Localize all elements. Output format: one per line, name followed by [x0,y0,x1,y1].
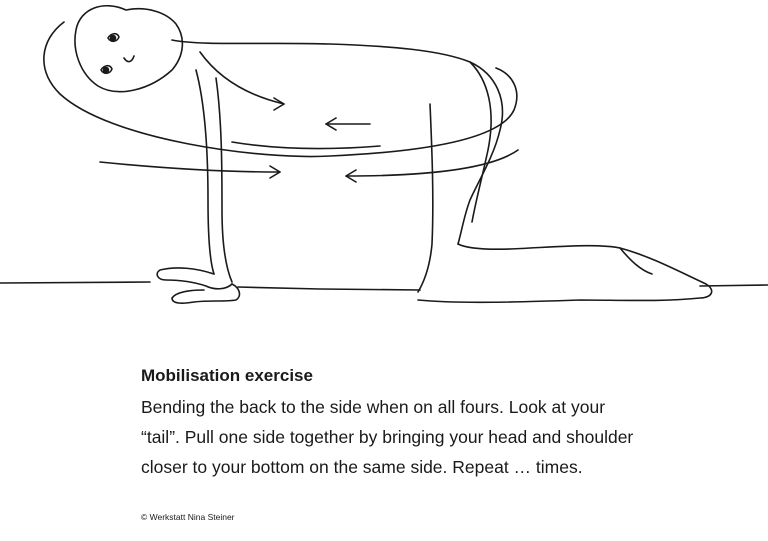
arrow-upper-head [274,98,284,110]
foot-detail [620,248,652,274]
head-outline [75,6,182,92]
mouth [124,56,134,62]
eye-lower-pupil [104,68,109,73]
exercise-title: Mobilisation exercise [141,366,313,385]
motion-curve-lower [100,162,280,172]
exercise-description: Bending the back to the side when on all fours. Look at your “tail”. Pull one side together by bringing your head and shoulder closer to your bottom on the same side. Repeat … times. [141,397,634,477]
floor-line [0,282,768,290]
copyright-credit: © Werkstatt Nina Steiner [141,512,235,522]
belly-outline [232,142,380,149]
hand-front [157,268,232,289]
thigh-outer [418,104,433,292]
eye-upper-pupil [111,36,116,41]
thigh-back [418,244,712,302]
arrow-upper [200,52,284,104]
hip-contour [470,62,491,222]
exercise-caption [141,364,741,482]
arm-front-inner [216,78,232,282]
motion-curve [44,22,517,156]
arm-front [196,70,214,274]
